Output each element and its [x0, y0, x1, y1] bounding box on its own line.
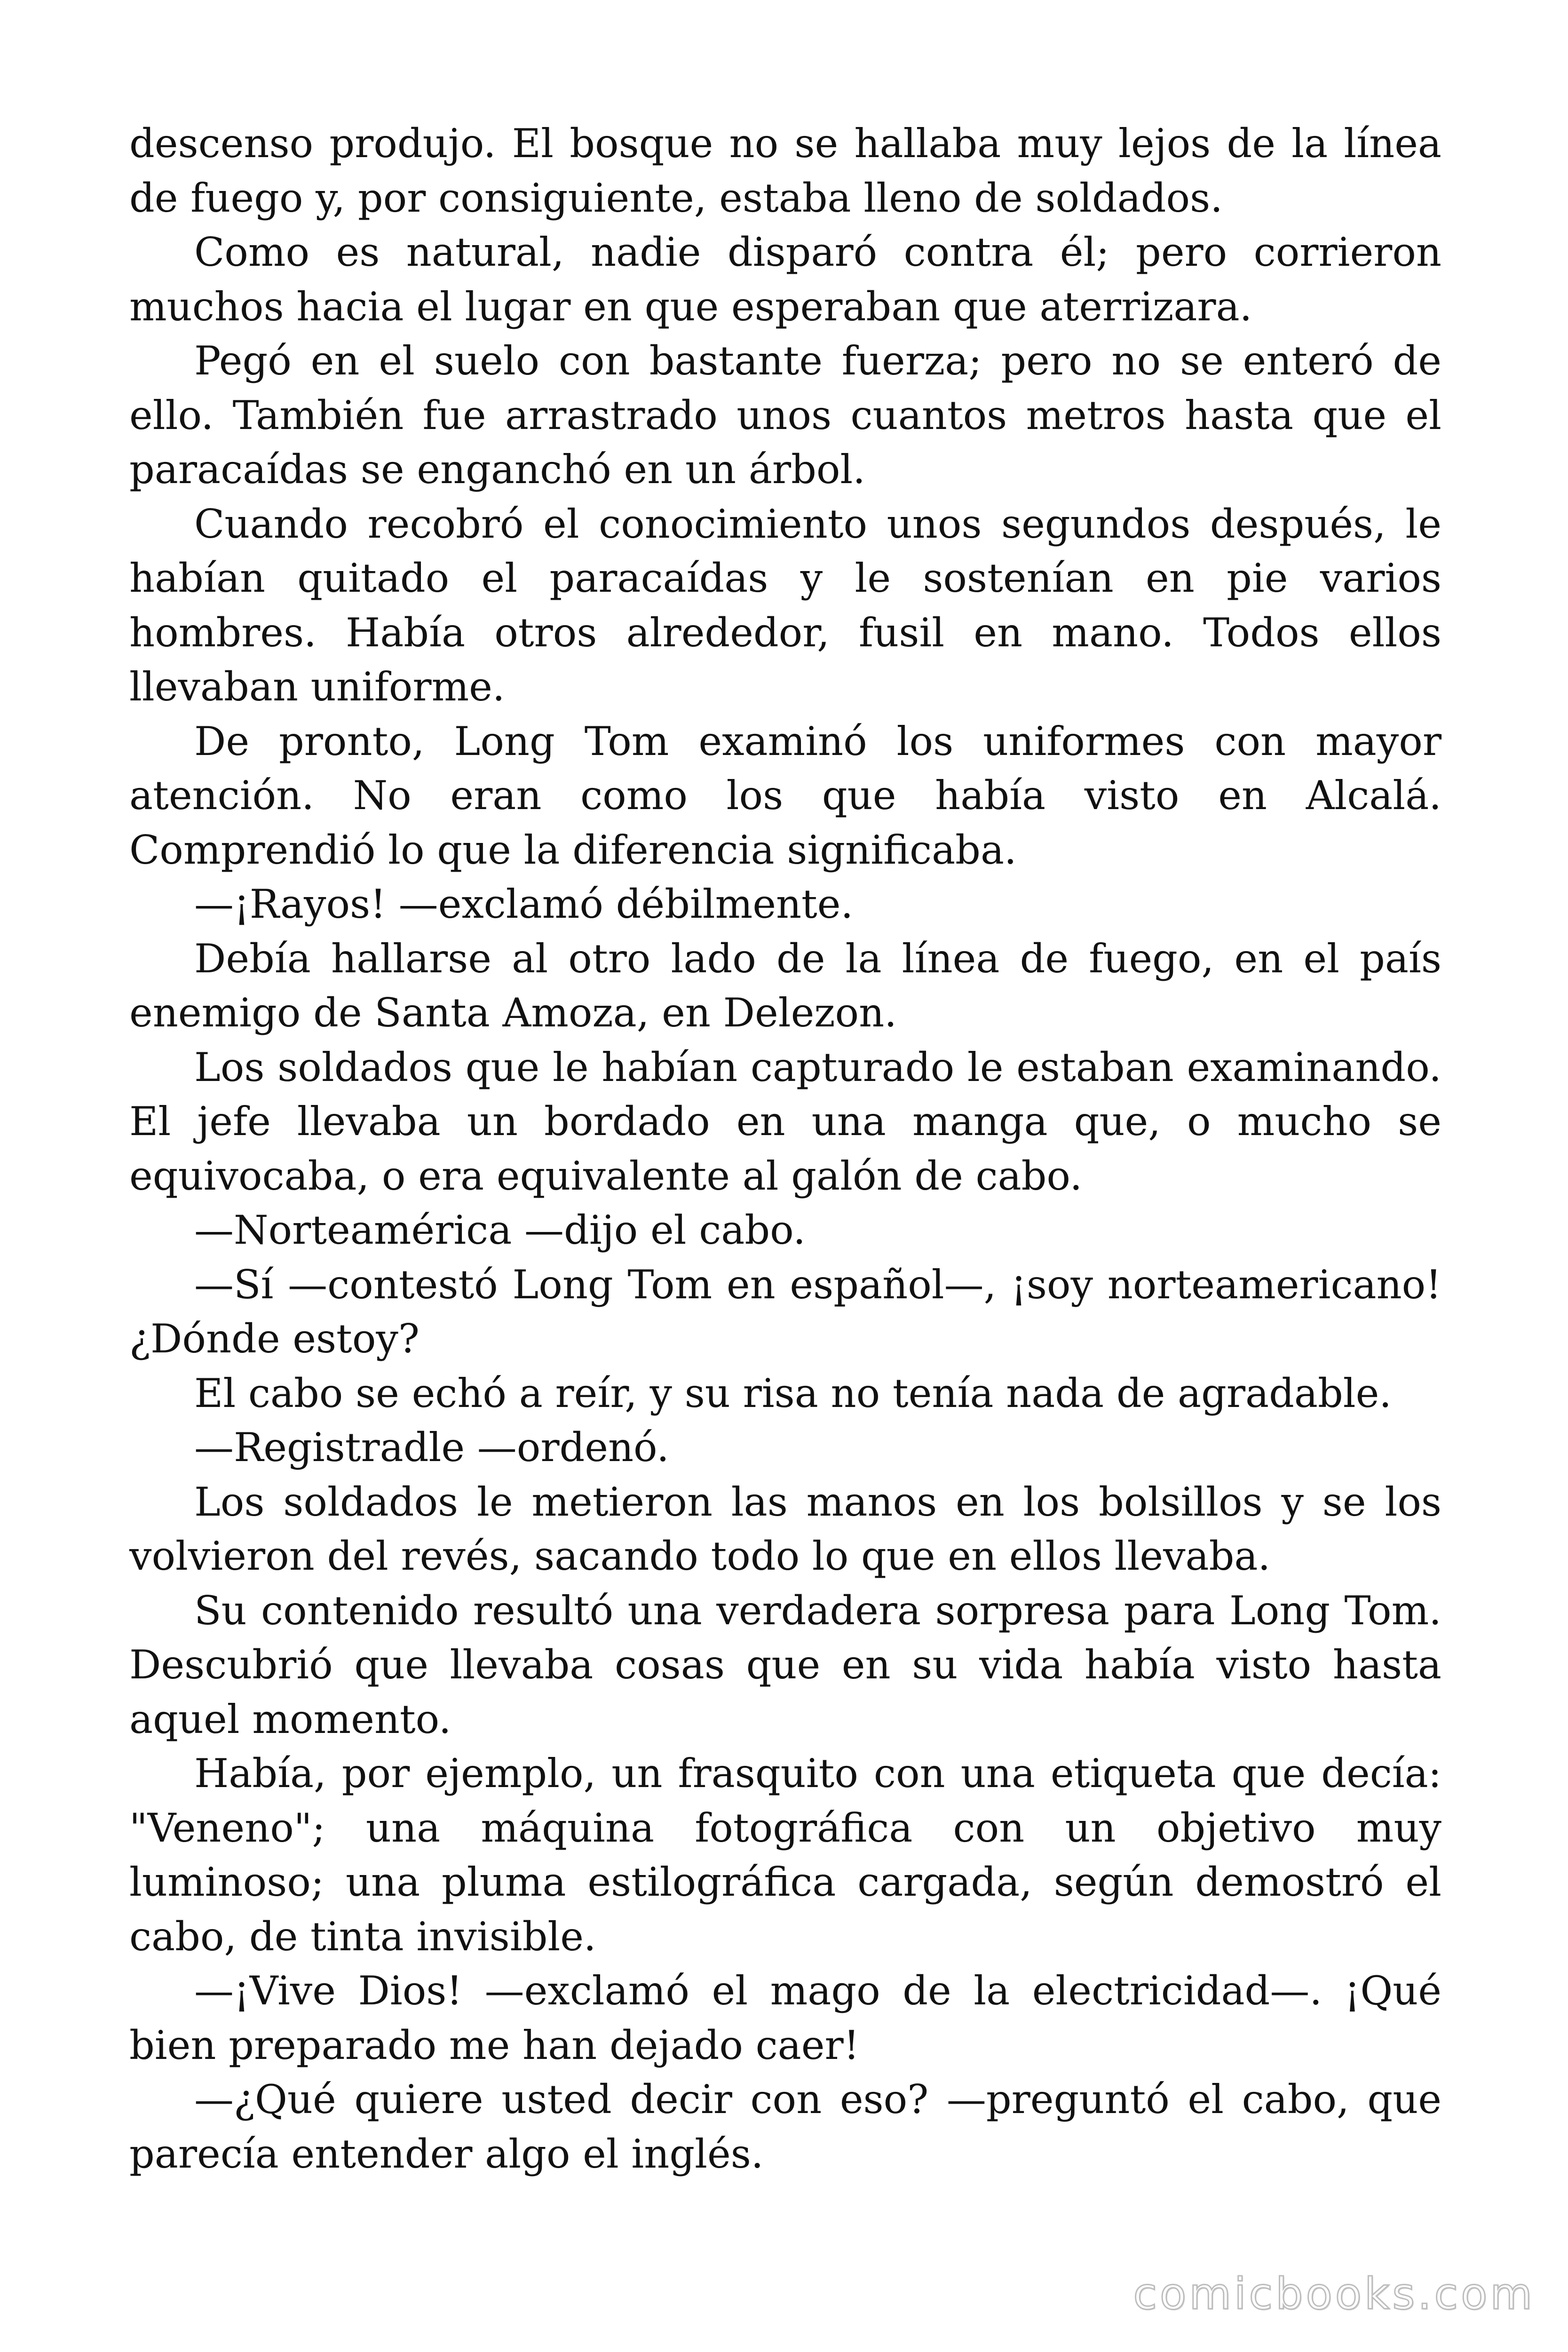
paragraph: De pronto, Long Tom examinó los uniformes con mayor atención. No eran como los que había visto en Alcalá. Comprendió lo que la diferencia significaba.	[129, 718, 1441, 873]
paragraph: —Norteamérica —dijo el cabo.	[194, 1207, 806, 1253]
body-text	[129, 117, 1441, 2181]
paragraph: Debía hallarse al otro lado de la línea de fuego, en el país enemigo de Santa Amoza, en Delezon.	[129, 935, 1441, 1036]
paragraph: —¡Vive Dios! —exclamó el mago de la electricidad—. ¡Qué bien preparado me han dejado caer!	[129, 1968, 1441, 2068]
paragraph: Había, por ejemplo, un frasquito con una etiqueta que decía: "Veneno"; una máquina fotográfica con un objetivo muy luminoso; una pluma estilográfica cargada, según demostró el cabo, de tinta invisible.	[129, 1750, 1441, 1960]
paragraph: descenso produjo. El bosque no se hallaba muy lejos de la línea de fuego y, por consiguiente, estaba lleno de soldados.	[129, 120, 1441, 221]
paragraph: Pegó en el suelo con bastante fuerza; pero no se enteró de ello. También fue arrastrado unos cuantos metros hasta que el paracaídas se enganchó en un árbol.	[129, 338, 1441, 493]
watermark: comicbooks.com	[1133, 2269, 1535, 2319]
paragraph: Como es natural, nadie disparó contra él; pero corrieron muchos hacia el lugar en que esperaban que aterrizara.	[129, 229, 1441, 330]
paragraph: —¿Qué quiere usted decir con eso? —preguntó el cabo, que parecía entender algo el inglés.	[129, 2076, 1441, 2177]
paragraph: —Registradle —ordenó.	[194, 1424, 669, 1470]
paragraph: Su contenido resultó una verdadera sorpresa para Long Tom. Descubrió que llevaba cosas que en su vida había visto hasta aquel momento.	[129, 1587, 1441, 1742]
paragraph: Los soldados le metieron las manos en los bolsillos y se los volvieron del revés, sacando todo lo que en ellos llevaba.	[129, 1478, 1441, 1579]
paragraph: —¡Rayos! —exclamó débilmente.	[194, 881, 854, 927]
paragraph: Los soldados que le habían capturado le estaban examinando. El jefe llevaba un bordado en una manga que, o mucho se equivocaba, o era equivalente al galón de cabo.	[129, 1044, 1441, 1199]
paragraph: El cabo se echó a reír, y su risa no tenía nada de agradable.	[194, 1370, 1392, 1416]
paragraph: Cuando recobró el conocimiento unos segundos después, le habían quitado el paracaídas y le sostenían en pie varios hombres. Había otros alrededor, fusil en mano. Todos ellos llevaban uniforme.	[129, 501, 1441, 710]
paragraph: —Sí —contestó Long Tom en español—, ¡soy norteamericano! ¿Dónde estoy?	[129, 1261, 1441, 1362]
